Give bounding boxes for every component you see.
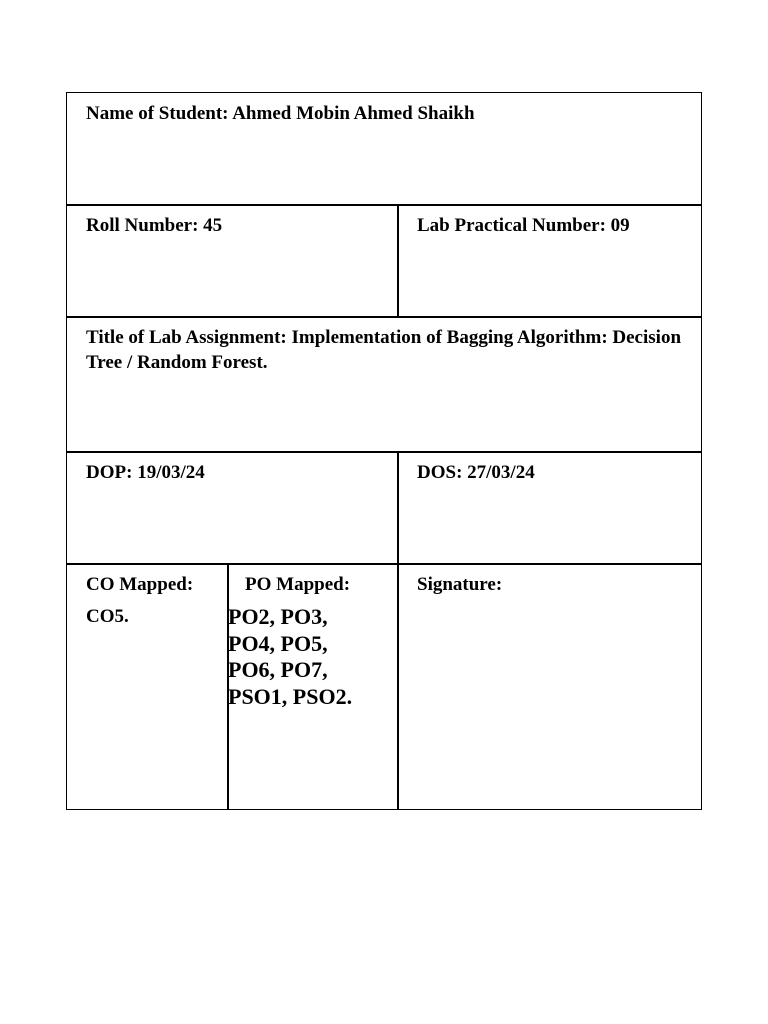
po-mapped-line: PO6, PO7, xyxy=(228,657,328,682)
dos-line xyxy=(417,460,687,485)
assignment-title-cell xyxy=(66,316,702,453)
dop-label: DOP: xyxy=(86,462,133,483)
lab-cover-table xyxy=(66,92,702,810)
lab-practical-line xyxy=(417,213,687,238)
dop-cell xyxy=(66,451,399,565)
lab-practical-value: 09 xyxy=(610,215,630,236)
co-mapped-label: CO Mapped: xyxy=(86,574,194,595)
roll-number-label: Roll Number: xyxy=(86,215,199,236)
assignment-title-label: Title of Lab Assignment: xyxy=(86,327,287,348)
po-mapped-line: PO4, PO5, xyxy=(228,630,328,656)
lab-practical-cell xyxy=(397,204,702,318)
po-mapped-cell xyxy=(227,563,399,810)
po-mapped-label: PO Mapped: xyxy=(245,574,351,595)
po-mapped-list xyxy=(228,604,352,710)
assignment-title-line xyxy=(86,325,687,375)
co-mapped-value: CO5. xyxy=(86,606,129,627)
student-name-line xyxy=(86,101,687,126)
po-mapped-line: PSO1, PSO2. xyxy=(228,683,353,709)
dos-value: 27/03/24 xyxy=(467,462,535,483)
lab-practical-label: Lab Practical Number: xyxy=(417,215,606,236)
co-mapped-cell xyxy=(66,563,229,810)
signature-label: Signature: xyxy=(417,574,503,595)
student-name-label: Name of Student: xyxy=(86,103,229,124)
dop-line xyxy=(86,460,384,485)
assignment-title-value: Implementation of Bagging Algorithm: Decision Tree / Random Forest. xyxy=(86,327,682,373)
dos-label: DOS: xyxy=(417,462,463,483)
roll-number-cell xyxy=(66,204,399,318)
signature-cell xyxy=(397,563,702,810)
roll-number-line xyxy=(86,213,384,238)
student-name-value: Ahmed Mobin Ahmed Shaikh xyxy=(232,103,475,124)
roll-number-value: 45 xyxy=(203,215,223,236)
po-mapped-line: PO2, PO3, xyxy=(228,604,328,629)
dop-value: 19/03/24 xyxy=(137,462,205,483)
dos-cell xyxy=(397,451,702,565)
student-name-cell xyxy=(66,92,702,206)
